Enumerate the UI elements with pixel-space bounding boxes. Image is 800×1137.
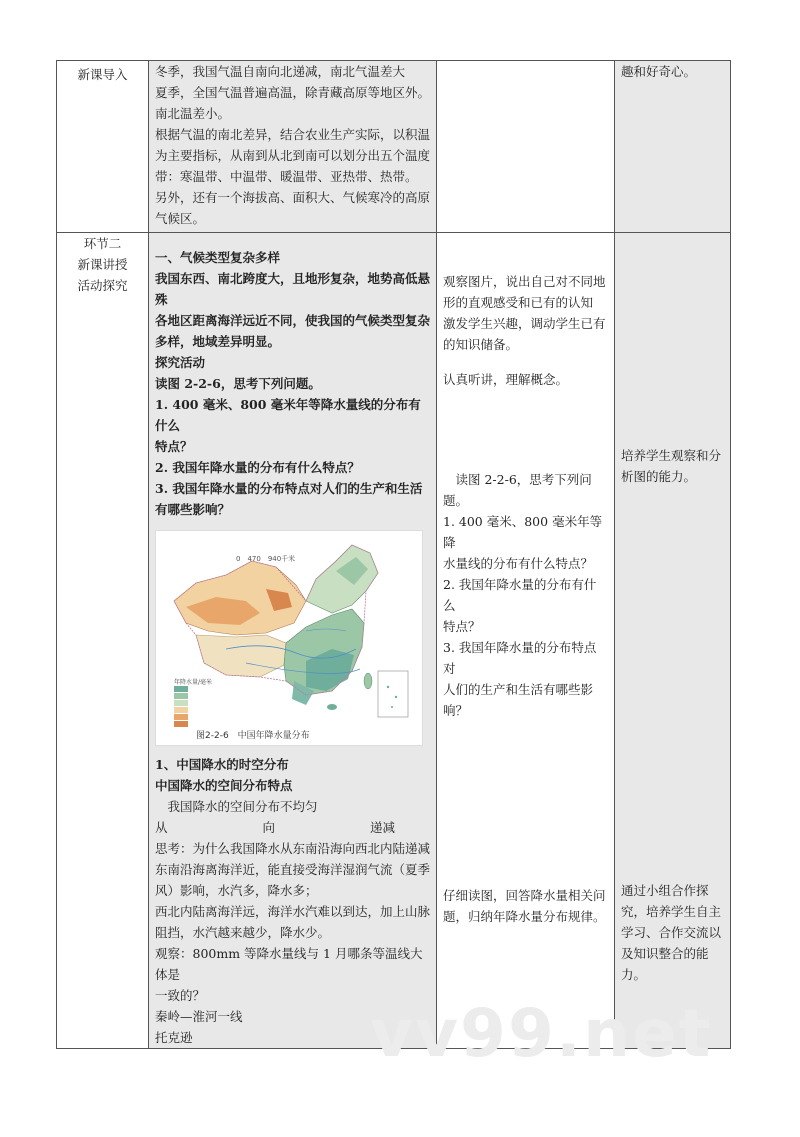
legend-title: 年降水量/毫米 bbox=[174, 679, 213, 686]
text-line: 激发学生兴趣，调动学生已有 bbox=[443, 316, 606, 331]
text-line: 3. 我国年降水量的分布特点对 bbox=[443, 640, 597, 676]
bold-section bbox=[155, 247, 430, 520]
text-line: 的知识储备。 bbox=[443, 337, 519, 352]
text-line: 冬季，我国气温自南向北递减，南北气温差大 bbox=[155, 64, 406, 79]
text-line: 一、气候类型复杂多样 bbox=[155, 250, 281, 265]
map-scale: 0 470 940千米 bbox=[236, 555, 296, 563]
legend-swatch bbox=[174, 693, 188, 699]
stage-cell bbox=[57, 233, 149, 1049]
text-line: 托克逊 bbox=[155, 1030, 193, 1045]
stage-line: 活动探究 bbox=[77, 278, 128, 293]
watermark: vv99.net bbox=[370, 995, 713, 1072]
text-line: 探究活动 bbox=[155, 355, 206, 370]
text-line: 秦岭—淮河一线 bbox=[155, 1009, 243, 1024]
map-legend bbox=[174, 679, 212, 728]
student-activity-cell bbox=[437, 233, 615, 1049]
text-line: 究，培养学生自主 bbox=[621, 904, 722, 919]
text-line: 多样，地域差异明显。 bbox=[155, 334, 281, 349]
text-line: 一致的？ bbox=[155, 988, 206, 1003]
precipitation-map bbox=[155, 530, 423, 746]
text-line: 特点？ bbox=[443, 619, 481, 634]
text-line: 特点？ bbox=[155, 439, 193, 454]
table-row bbox=[57, 61, 731, 233]
text-line: 气候区。 bbox=[155, 211, 206, 226]
student-activity-cell bbox=[437, 61, 615, 233]
text-line: 学习、合作交流以 bbox=[621, 925, 722, 940]
text-line: 1. 400 毫米、800 毫米年等降水量线的分布有什么 bbox=[155, 397, 421, 433]
spread-word: 向 bbox=[262, 820, 275, 835]
content-cell bbox=[149, 61, 437, 233]
spread-word: 递减 bbox=[369, 820, 395, 835]
purpose-cell bbox=[615, 61, 731, 233]
text-line: 力。 bbox=[621, 967, 647, 982]
text-line: 西北内陆离海洋远，海洋水汽难以到达，加上山脉 bbox=[155, 904, 431, 919]
text-line: 析图的能力。 bbox=[621, 469, 697, 484]
text-line: 及知识整合的能 bbox=[621, 946, 709, 961]
text-line: 带：寒温带、中温带、暖温带、亚热带、热带。 bbox=[155, 169, 418, 184]
text-line: 各地区距离海洋远近不同，使我国的气候类型复杂 bbox=[155, 313, 431, 328]
legend-swatch bbox=[174, 714, 188, 720]
text-line: 培养学生观察和分 bbox=[621, 448, 722, 463]
text-line: 形的直观感受和已有的认知 bbox=[443, 295, 594, 310]
text-line: 风）影响，水汽多，降水多； bbox=[155, 883, 318, 898]
purpose-text: 趣和好奇心。 bbox=[621, 64, 697, 79]
text-line: 人们的生产和生活有哪些影 bbox=[443, 682, 594, 697]
text-line: 2. 我国年降水量的分布有什么特点？ bbox=[155, 460, 360, 475]
text-line: 仔细读图，回答降水量相关问 bbox=[443, 888, 606, 903]
legend-swatch bbox=[174, 686, 188, 692]
text-line: 题，归纳年降水量分布规律。 bbox=[443, 909, 606, 924]
text-line: 我国降水的空间分布不均匀 bbox=[155, 799, 318, 814]
text-line: 有哪些影响？ bbox=[155, 502, 231, 517]
text-line: 1、中国降水的时空分布 bbox=[155, 757, 289, 772]
map-caption: 图2-2-6 中国年降水量分布 bbox=[196, 731, 310, 741]
lesson-plan-table bbox=[56, 60, 731, 1049]
text-line: 思考：为什么我国降水从东南沿海向西北内陆递减 bbox=[155, 841, 431, 856]
legend-swatch bbox=[174, 707, 188, 713]
stage-line: 新课讲授 bbox=[77, 257, 128, 272]
table-row bbox=[57, 233, 731, 1049]
text-line: 中国降水的空间分布特点 bbox=[155, 778, 293, 793]
text-line: 观察图片，说出自己对不同地 bbox=[443, 274, 606, 289]
spread-line bbox=[155, 817, 395, 838]
text-line: 2. 我国年降水量的分布有什么 bbox=[443, 577, 597, 613]
content-paragraph bbox=[155, 61, 430, 229]
content-cell bbox=[149, 233, 437, 1049]
text-line: 阻挡，水汽越来越少，降水少。 bbox=[155, 925, 331, 940]
text-line: 观察：800mm 等降水量线与 1 月哪条等温线大体是 bbox=[155, 946, 423, 982]
text-line: 3. 我国年降水量的分布特点对人们的生产和生活 bbox=[155, 481, 423, 496]
text-line: 东南沿海离海洋近，能直接受海洋湿润气流（夏季 bbox=[155, 862, 431, 877]
purpose-a bbox=[621, 445, 724, 487]
spread-word: 从 bbox=[155, 820, 168, 835]
text-line: 读图 2-2-6，思考下列问题。 bbox=[155, 376, 321, 391]
text-line: 夏季，全国气温普遍高温，除青藏高原等地区外。 bbox=[155, 85, 431, 100]
stage-label: 新课导入 bbox=[77, 67, 128, 82]
text-line: 水量线的分布有什么特点？ bbox=[443, 556, 594, 571]
text-line: 根据气温的南北差异，结合农业生产实际，以积温 bbox=[155, 127, 431, 142]
legend-swatch bbox=[174, 700, 188, 706]
text-line: 响？ bbox=[443, 703, 469, 718]
purpose-cell bbox=[615, 233, 731, 1049]
text-line: 南北温差小。 bbox=[155, 106, 231, 121]
text-line: 读图 2-2-6，思考下列问题。 bbox=[443, 472, 592, 508]
stage-cell bbox=[57, 61, 149, 233]
bold-section bbox=[155, 754, 430, 796]
text-line: 另外，还有一个海拔高、面积大、气候寒冷的高原 bbox=[155, 190, 431, 205]
stage-line: 环节二 bbox=[83, 236, 122, 251]
text-section bbox=[155, 796, 430, 817]
text-line: 1. 400 毫米、800 毫米年等降 bbox=[443, 514, 603, 550]
student-activity-c bbox=[443, 469, 608, 721]
student-activity-a bbox=[443, 271, 608, 355]
student-activity-d bbox=[443, 885, 608, 927]
text-line: 为主要指标，从南到从北到南可以划分出五个温度 bbox=[155, 148, 431, 163]
legend-swatch bbox=[174, 721, 188, 727]
student-activity-b: 认真听讲，理解概念。 bbox=[443, 372, 569, 387]
text-line: 通过小组合作探 bbox=[621, 883, 709, 898]
purpose-b bbox=[621, 880, 724, 985]
text-line: 我国东西、南北跨度大，且地形复杂，地势高低悬殊 bbox=[155, 271, 431, 307]
